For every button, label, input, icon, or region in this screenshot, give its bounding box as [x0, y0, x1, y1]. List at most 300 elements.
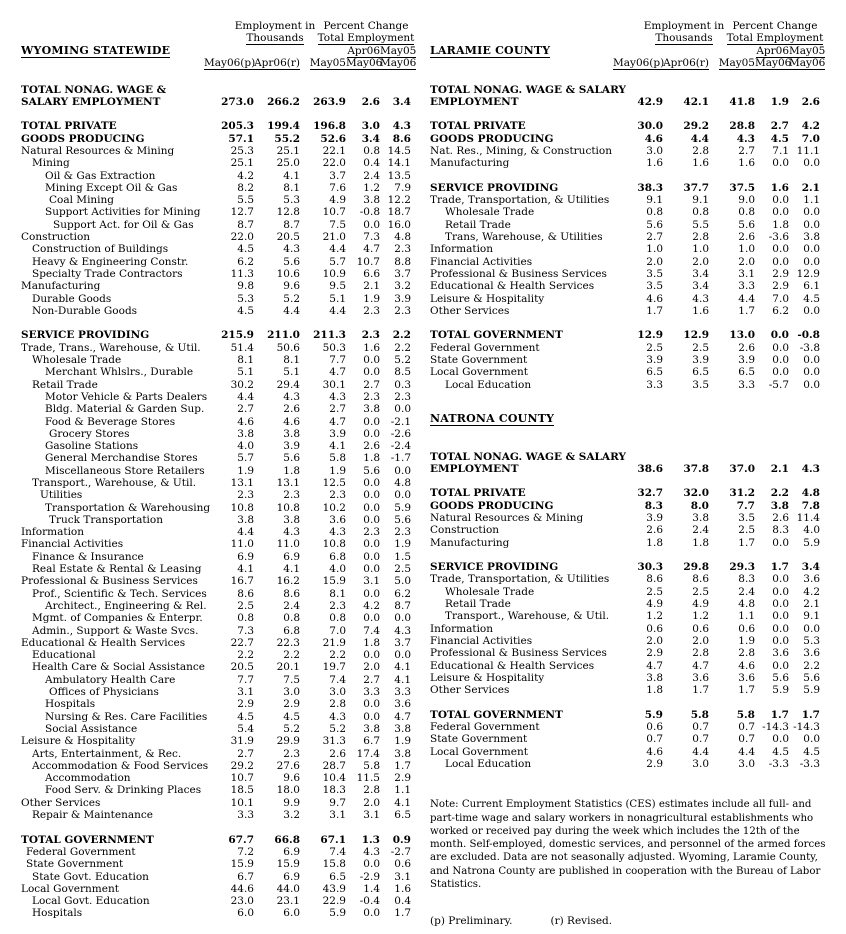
row-label: Offices of Physicians: [49, 686, 159, 699]
row-label: Leisure & Hospitality: [430, 292, 545, 305]
col-group-line2: Thousands: [246, 32, 304, 45]
row-value: 50.3: [322, 341, 346, 354]
row-value: 10.8: [276, 501, 300, 514]
row-value: 0.0: [772, 243, 789, 256]
table-row: [21, 428, 411, 440]
row-value: 5.4: [237, 722, 254, 735]
row-value: 29.3: [729, 561, 755, 574]
row-label: Specialty Trade Contractors: [32, 267, 183, 280]
row-value: -2.7: [390, 845, 411, 858]
row-value: 4.7: [394, 710, 411, 723]
row-value: 3.8: [283, 513, 300, 526]
row-label: SERVICE PROVIDING: [21, 329, 150, 342]
row-value: 0.0: [772, 194, 789, 207]
row-value: 2.6: [738, 341, 755, 354]
row-value: 5.8: [363, 759, 380, 772]
row-value: 2.9: [646, 757, 663, 770]
row-value: 0.0: [363, 477, 380, 489]
table-row: [21, 366, 411, 378]
row-value: 31.2: [729, 487, 755, 500]
row-value: 2.5: [692, 585, 709, 598]
row-label: Nursing & Res. Care Facilities: [45, 710, 208, 723]
total-label-line2: EMPLOYMENT: [430, 462, 519, 475]
table-row: [21, 416, 411, 428]
table-row: [21, 342, 411, 354]
table-row: [430, 133, 820, 145]
row-value: 3.8: [283, 427, 300, 440]
table-row: [21, 698, 411, 710]
total-value: 4.3: [801, 462, 820, 475]
row-label: Health Care & Social Assistance: [32, 661, 206, 674]
row-value: 4.4: [329, 243, 346, 256]
row-value: 6.0: [237, 907, 254, 920]
row-label: Hospitals: [45, 698, 96, 711]
table-row: [21, 760, 411, 772]
row-value: 9.0: [738, 194, 755, 207]
table-row: [430, 500, 820, 512]
table-row: [430, 623, 820, 635]
row-value: 5.9: [329, 907, 346, 920]
total-value: 42.9: [637, 95, 663, 108]
row-label: Educational & Health Services: [430, 659, 595, 672]
row-value: 50.6: [276, 341, 300, 354]
row-label: Food Serv. & Drinking Places: [45, 784, 202, 797]
row-value: 10.4: [322, 772, 346, 785]
table-row: [430, 647, 820, 659]
row-value: 4.5: [803, 745, 820, 758]
row-value: 3.0: [646, 144, 663, 157]
table-row: [430, 194, 820, 206]
row-value: 4.4: [237, 526, 254, 539]
row-value: 5.7: [237, 452, 254, 465]
row-value: 44.6: [230, 882, 254, 895]
note-line: month. Self-employed, domestic services, and personnel of the armed forces: [430, 839, 826, 851]
row-value: 2.4: [692, 524, 709, 537]
row-value: 2.8: [363, 784, 380, 797]
row-value: 29.2: [683, 120, 709, 133]
row-value: 0.0: [363, 907, 380, 920]
table-row: [21, 329, 411, 341]
row-label: Other Services: [21, 796, 101, 809]
row-value: 3.9: [738, 354, 755, 367]
row-label: TOTAL GOVERNMENT: [21, 833, 154, 846]
row-value: 205.3: [221, 120, 254, 133]
row-value: 0.6: [646, 721, 663, 734]
row-value: 0.6: [646, 622, 663, 635]
row-value: 3.8: [394, 722, 411, 735]
table-spacer-row: [430, 696, 820, 708]
row-value: 1.9: [394, 538, 411, 551]
row-value: 1.8: [646, 684, 663, 697]
note-line: part-time wage and salary workers in nonagricultural establishments who: [430, 812, 814, 824]
table-row: [21, 280, 411, 292]
row-value: 0.0: [394, 649, 411, 662]
row-label: Professional & Business Services: [430, 267, 607, 280]
table-row: [21, 133, 411, 145]
row-value: 7.6: [329, 181, 346, 194]
row-value: 11.5: [356, 772, 380, 785]
row-value: 6.5: [646, 366, 663, 379]
table-row: [430, 354, 820, 366]
row-value: 2.8: [692, 647, 709, 660]
row-value: 12.9: [683, 329, 709, 342]
row-value: 7.4: [329, 673, 346, 686]
row-value: 2.5: [394, 563, 411, 576]
row-value: 3.8: [692, 512, 709, 524]
table-spacer-row: [430, 170, 820, 182]
row-value: 9.6: [283, 772, 300, 785]
row-value: 7.7: [329, 354, 346, 367]
row-value: 0.0: [363, 501, 380, 514]
row-value: 10.7: [356, 255, 380, 268]
row-value: 1.8: [363, 452, 380, 465]
row-value: 0.0: [803, 354, 820, 367]
row-value: 8.2: [237, 181, 254, 194]
table-spacer-row: [21, 317, 411, 329]
table-row: [21, 735, 411, 747]
row-value: 3.3: [646, 378, 663, 391]
row-value: 12.5: [322, 477, 346, 489]
row-value: 3.0: [329, 686, 346, 699]
row-value: 2.1: [803, 598, 820, 611]
row-value: 2.6: [283, 403, 300, 416]
row-value: 6.5: [692, 366, 709, 379]
row-label: Food & Beverage Stores: [45, 415, 176, 428]
row-value: 7.8: [801, 499, 820, 512]
row-value: 4.1: [329, 440, 346, 453]
table-row: [21, 157, 411, 169]
row-value: 0.0: [772, 157, 789, 170]
table-spacer-row: [430, 549, 820, 561]
total-value: 2.6: [801, 95, 820, 108]
row-value: 67.7: [228, 833, 254, 846]
row-label: Arts, Entertainment, & Rec.: [32, 747, 182, 760]
row-value: 4.4: [283, 304, 300, 317]
row-label: State Government: [430, 354, 528, 367]
row-value: 4.7: [329, 366, 346, 379]
table-row: [430, 206, 820, 218]
col-group-line2: Thousands: [655, 32, 713, 45]
total-value: 1.9: [770, 95, 789, 108]
col-header-may06: May06: [346, 56, 383, 69]
row-value: 1.1: [738, 610, 755, 623]
row-value: 2.4: [283, 599, 300, 612]
row-value: 5.2: [283, 292, 300, 305]
spacer: [430, 770, 820, 798]
table-row: [21, 834, 411, 846]
row-label: Financial Activities: [21, 538, 124, 551]
total-row-line2: [430, 96, 820, 108]
col-header-apr06r: Apr06(r): [663, 56, 709, 69]
row-label: Construction of Buildings: [32, 243, 169, 256]
row-value: 0.6: [394, 858, 411, 871]
row-value: 10.2: [322, 501, 346, 514]
row-value: 4.8: [738, 598, 755, 611]
row-value: 3.0: [361, 120, 380, 133]
row-value: 2.6: [329, 747, 346, 760]
row-label: State Government: [430, 733, 528, 746]
table-row: [430, 573, 820, 585]
row-value: 0.0: [803, 157, 820, 170]
row-value: 3.8: [363, 403, 380, 416]
table-row: [21, 440, 411, 452]
row-value: 10.7: [230, 772, 254, 785]
row-value: 3.6: [329, 513, 346, 526]
row-value: 4.7: [363, 243, 380, 256]
table-row: [430, 342, 820, 354]
col-subheader-top: [21, 44, 417, 57]
row-value: 0.6: [738, 622, 755, 635]
col-group-line1: Employment in: [234, 20, 316, 32]
row-label: Information: [430, 243, 494, 256]
row-value: 3.3: [363, 686, 380, 699]
row-label: Professional & Business Services: [21, 575, 198, 588]
table-row: [21, 243, 411, 255]
section-title-text: LARAMIE COUNTY: [430, 44, 551, 57]
row-value: 8.3: [644, 499, 663, 512]
spacer: [430, 391, 820, 414]
row-value: 1.7: [692, 684, 709, 697]
note-lines: [430, 798, 846, 904]
row-value: -14.3: [762, 721, 789, 734]
row-value: -3.6: [768, 231, 789, 244]
table-row: [21, 120, 411, 132]
row-value: 5.3: [237, 292, 254, 305]
row-value: 4.5: [237, 710, 254, 723]
table-row: [430, 635, 820, 647]
row-value: 2.3: [329, 599, 346, 612]
row-label: Information: [21, 526, 85, 539]
row-value: 6.9: [283, 845, 300, 858]
row-label: Mining: [32, 157, 70, 170]
row-value: 2.1: [363, 280, 380, 293]
table-row: [430, 586, 820, 598]
table-row: [21, 182, 411, 194]
row-value: 0.0: [363, 538, 380, 551]
row-value: 8.7: [394, 599, 411, 612]
row-label: Accommodation: [45, 772, 131, 785]
row-value: 4.5: [237, 304, 254, 317]
table-row: [21, 575, 411, 587]
row-value: 3.4: [801, 561, 820, 574]
row-value: 3.6: [738, 671, 755, 684]
row-value: 2.8: [738, 647, 755, 660]
row-value: 10.8: [230, 501, 254, 514]
row-value: 3.8: [770, 499, 789, 512]
col-header-may05: May05: [309, 56, 346, 69]
row-value: 21.9: [322, 636, 346, 649]
table-row: [21, 502, 411, 514]
row-value: 0.7: [738, 721, 755, 734]
col-header-may06: May06: [380, 56, 417, 69]
row-value: 12.9: [796, 267, 820, 280]
row-value: 0.0: [394, 612, 411, 625]
row-value: 14.1: [387, 157, 411, 170]
row-value: 4.2: [363, 599, 380, 612]
row-value: 3.1: [329, 809, 346, 822]
table-row: [21, 465, 411, 477]
row-value: 3.6: [772, 647, 789, 660]
row-value: 10.7: [322, 206, 346, 219]
row-value: 15.9: [276, 858, 300, 871]
row-value: 6.7: [363, 735, 380, 748]
row-value: 4.7: [692, 659, 709, 672]
row-value: 22.7: [230, 636, 254, 649]
row-value: 4.4: [329, 304, 346, 317]
row-label: Other Services: [430, 304, 510, 317]
row-value: 1.8: [363, 636, 380, 649]
note: [430, 798, 846, 926]
table-row: [430, 610, 820, 622]
row-value: 0.8: [363, 144, 380, 157]
row-value: 2.3: [361, 329, 380, 342]
row-value: 5.8: [736, 708, 755, 721]
row-value: -0.8: [359, 206, 380, 219]
row-value: 22.3: [276, 636, 300, 649]
row-value: 20.5: [276, 231, 300, 244]
row-value: 5.9: [644, 708, 663, 721]
row-value: 25.0: [276, 157, 300, 170]
row-value: 8.6: [237, 587, 254, 600]
row-value: 30.3: [637, 561, 663, 574]
row-value: 44.0: [276, 882, 300, 895]
table-row: [21, 784, 411, 796]
row-value: 4.2: [237, 169, 254, 182]
total-value: 263.9: [313, 95, 346, 108]
row-value: 5.1: [237, 366, 254, 379]
row-value: 3.7: [329, 169, 346, 182]
row-value: 17.4: [356, 747, 380, 760]
row-value: 4.5: [772, 745, 789, 758]
col-header-may06p: May06(p): [204, 56, 256, 69]
row-label: Federal Government: [430, 721, 540, 734]
row-value: 15.8: [322, 858, 346, 871]
row-value: 2.5: [237, 599, 254, 612]
row-value: 0.7: [738, 733, 755, 746]
row-value: 2.9: [237, 698, 254, 711]
col-group-line2: Total Employment: [726, 32, 824, 45]
row-value: 3.1: [363, 575, 380, 588]
row-value: 2.9: [772, 280, 789, 293]
row-value: 22.0: [230, 231, 254, 244]
row-label: Hospitals: [32, 907, 83, 920]
row-value: 1.7: [394, 907, 411, 920]
row-value: 8.7: [237, 218, 254, 231]
col-header-may06: May06: [789, 56, 826, 69]
row-value: 0.8: [692, 206, 709, 219]
row-value: 8.6: [283, 587, 300, 600]
row-value: 1.2: [692, 610, 709, 623]
row-value: 5.8: [690, 708, 709, 721]
footnote-revised: (r) Revised.: [550, 914, 613, 927]
row-value: 0.8: [237, 612, 254, 625]
row-value: 4.4: [692, 745, 709, 758]
row-value: 1.0: [738, 243, 755, 256]
row-value: 2.3: [363, 304, 380, 317]
col-group-percent-change: [715, 20, 835, 45]
row-value: 3.5: [738, 512, 755, 524]
total-row-line2: [21, 96, 411, 108]
total-label-line1: TOTAL NONAG. WAGE & SALARY: [430, 83, 626, 96]
row-value: 2.3: [237, 489, 254, 502]
row-value: 1.9: [329, 464, 346, 477]
row-value: 5.9: [772, 684, 789, 697]
row-value: 4.9: [646, 598, 663, 611]
row-value: 2.5: [692, 341, 709, 354]
row-value: 3.1: [394, 870, 411, 883]
row-value: 0.0: [772, 354, 789, 367]
row-value: 4.5: [237, 243, 254, 256]
table-row: [430, 733, 820, 745]
row-value: 2.7: [363, 378, 380, 391]
row-value: -2.6: [390, 427, 411, 440]
row-value: 0.0: [803, 366, 820, 379]
row-value: 0.0: [803, 304, 820, 317]
row-value: 0.0: [772, 634, 789, 647]
row-value: 2.9: [646, 647, 663, 660]
row-value: 0.0: [394, 464, 411, 477]
row-label: General Merchandise Stores: [45, 452, 198, 465]
row-value: 6.1: [803, 280, 820, 293]
row-value: 11.0: [276, 538, 300, 551]
row-value: 1.6: [692, 157, 709, 170]
table-row: [21, 846, 411, 858]
row-value: 14.5: [387, 144, 411, 157]
row-value: 0.0: [772, 206, 789, 219]
table-row: [21, 858, 411, 870]
row-label: TOTAL PRIVATE: [430, 120, 526, 133]
row-value: 4.4: [237, 390, 254, 403]
table-row: [430, 512, 820, 524]
row-value: 0.0: [363, 710, 380, 723]
table-row: [21, 477, 411, 489]
row-value: 0.0: [772, 341, 789, 354]
row-value: 3.1: [237, 686, 254, 699]
row-value: 7.0: [329, 624, 346, 637]
row-value: 0.0: [363, 415, 380, 428]
row-label: Oil & Gas Extraction: [45, 169, 156, 182]
row-value: 2.4: [363, 169, 380, 182]
row-value: 4.3: [283, 526, 300, 539]
table-row: [21, 231, 411, 243]
table-row: [21, 871, 411, 883]
row-value: 3.8: [237, 427, 254, 440]
row-value: 6.2: [394, 587, 411, 600]
row-value: 5.6: [394, 513, 411, 526]
row-value: -2.4: [390, 440, 411, 453]
row-value: 4.8: [394, 231, 411, 244]
col-header-may05: May05: [718, 56, 755, 69]
row-label: SERVICE PROVIDING: [430, 561, 559, 574]
row-value: 1.7: [738, 684, 755, 697]
row-value: 12.9: [637, 329, 663, 342]
row-value: 8.3: [772, 524, 789, 537]
row-value: 211.0: [267, 329, 300, 342]
row-value: 8.1: [237, 354, 254, 367]
row-value: 3.3: [237, 809, 254, 822]
row-value: 4.8: [801, 487, 820, 500]
row-label: Construction: [430, 524, 500, 537]
row-value: 5.6: [738, 218, 755, 231]
row-value: 2.2: [237, 649, 254, 662]
row-label: Support Act. for Oil & Gas: [53, 218, 194, 231]
row-value: 5.3: [283, 194, 300, 207]
row-value: 37.5: [729, 181, 755, 194]
row-value: 2.7: [237, 403, 254, 416]
row-value: 1.7: [738, 536, 755, 549]
row-value: 1.7: [646, 304, 663, 317]
row-value: 2.1: [801, 181, 820, 194]
